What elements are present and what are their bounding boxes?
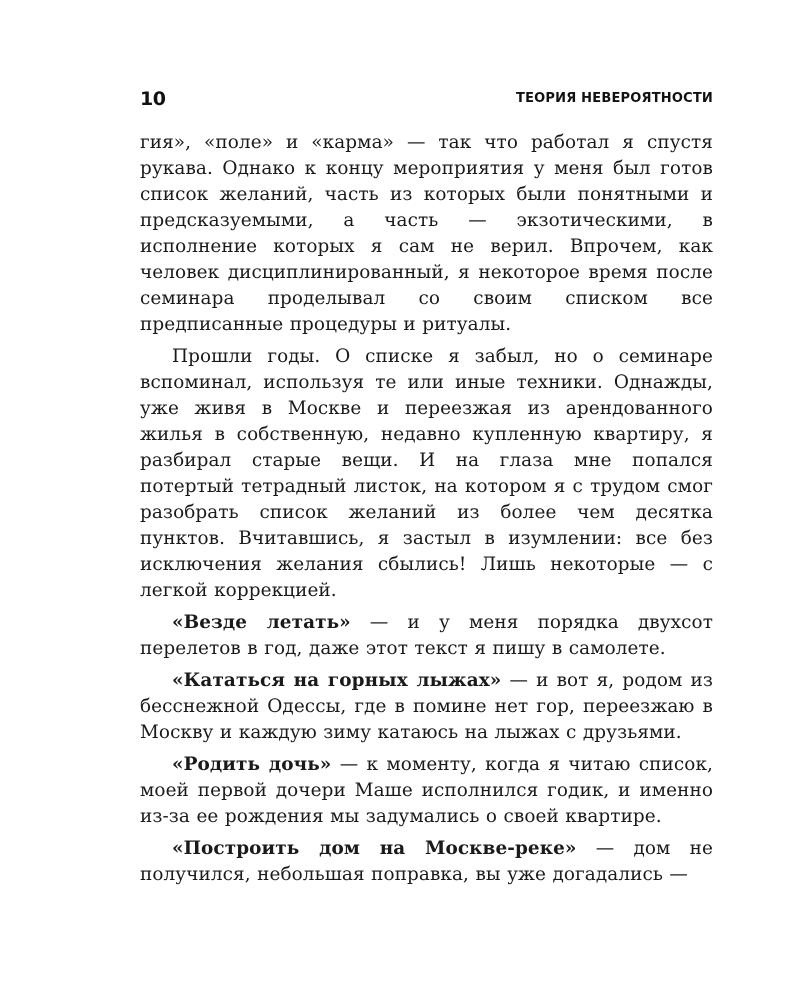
running-head xyxy=(140,84,713,112)
wish-lead: «Родить дочь» xyxy=(172,754,332,775)
paragraph-4 xyxy=(140,668,713,746)
paragraph-5 xyxy=(140,752,713,830)
wish-lead: «Построить дом на Москве-реке» xyxy=(172,838,577,859)
body-text xyxy=(140,130,713,888)
book-page xyxy=(140,84,713,924)
paragraph-text: — к моменту, когда я читаю список, моей первой дочери Маше исполнился годик, и именно из-за ее рождения мы задумались о своей квартире. xyxy=(140,754,714,827)
paragraph-text: Прошли годы. О списке я забыл, но о семинаре вспоминал, используя те или иные техники. Однажды, уже живя в Москве и переезжая из арендованного жилья в собственную, недавно купленную квартиру, я разбирал старые вещи. И на глаза мне попался потертый тетрадный листок, на котором я с трудом смог разобрать список желаний из более чем десятка пунктов. Вчитавшись, я застыл в изумлении: все без исключения желания сбылись! Лишь некоторые — с легкой коррекцией. xyxy=(140,346,713,601)
paragraph-1 xyxy=(140,130,713,338)
paragraph-text: гия», «поле» и «карма» — так что работал я спустя рукава. Однако к концу мероприятия у меня был готов список желаний, часть из которых были понятными и предсказуемыми, а часть — экзотическими, в исполнение которых я сам не верил. Впрочем, как человек дисциплинированный, я некоторое время после семинара проделывал со своим списком все предписанные процедуры и ритуалы. xyxy=(140,132,713,335)
wish-lead: «Кататься на горных лыжах» xyxy=(172,670,502,691)
paragraph-6 xyxy=(140,836,713,888)
page-number: 10 xyxy=(140,88,166,110)
wish-lead: «Везде летать» xyxy=(172,612,351,633)
paragraph-2 xyxy=(140,344,713,604)
paragraph-text: — и у меня порядка двухсот перелетов в год, даже этот текст я пишу в самолете. xyxy=(140,612,713,659)
paragraph-3 xyxy=(140,610,713,662)
running-title: ТЕОРИЯ НЕВЕРОЯТНОСТИ xyxy=(516,91,713,106)
paragraph-text: — дом не получился, небольшая поправка, вы уже догадались — xyxy=(140,838,713,885)
paragraph-text: — и вот я, родом из бесснежной Одессы, где в помине нет гор, переезжаю в Москву и каждую зиму катаюсь на лыжах с друзьями. xyxy=(140,670,713,743)
